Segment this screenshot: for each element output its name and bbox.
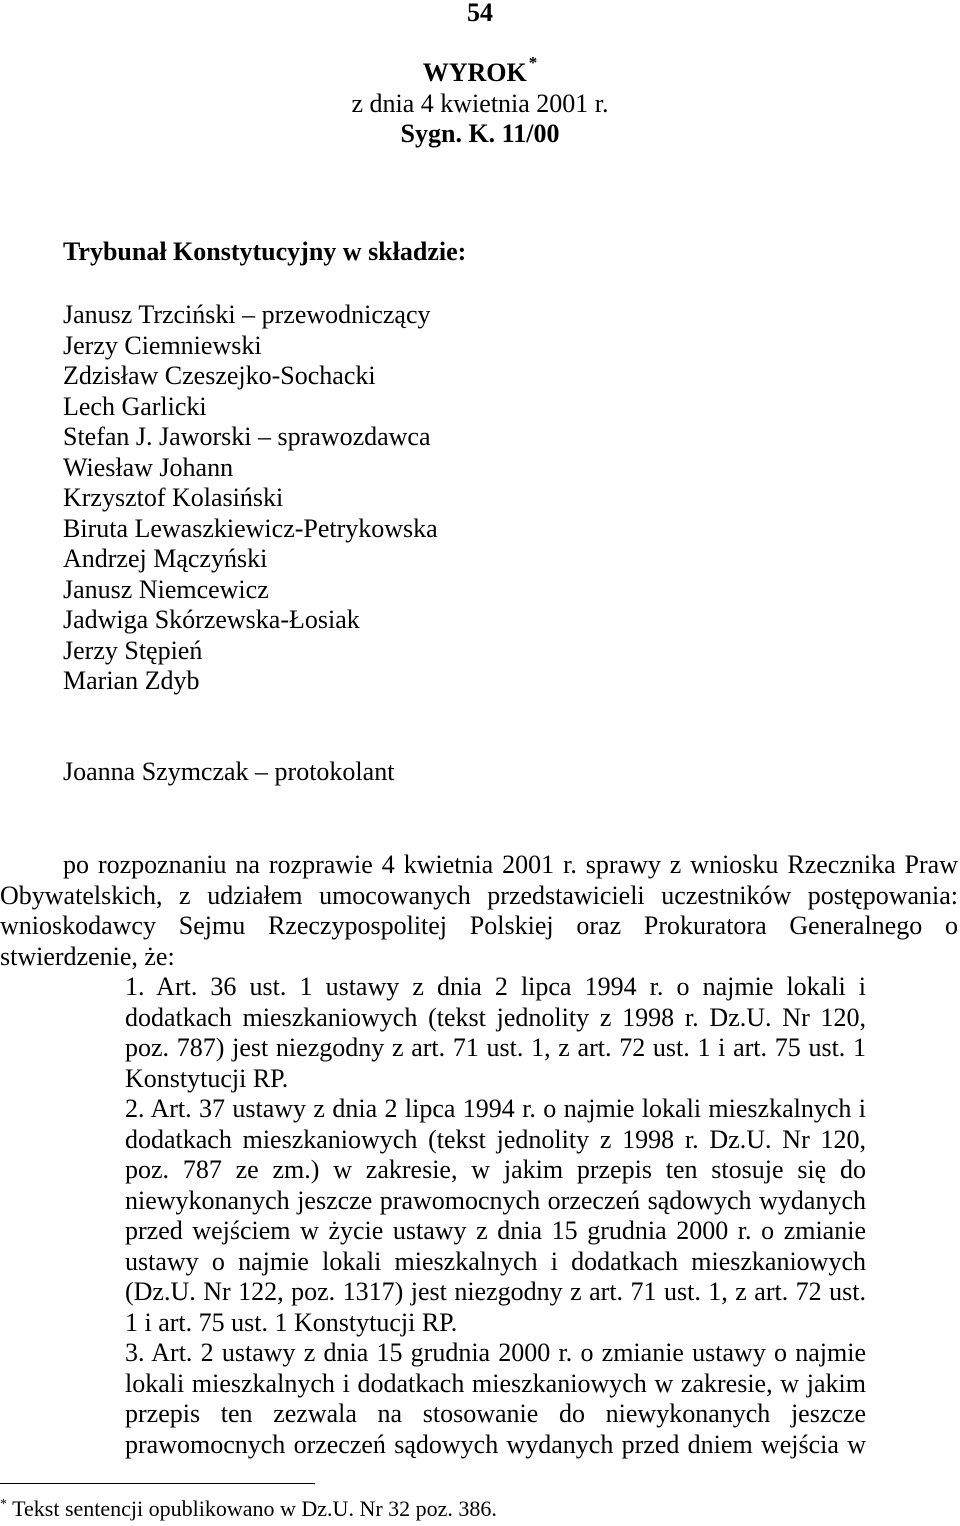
case-signature: Sygn. K. 11/00 [400,119,560,148]
ruling-intro-line: wnioskodawcy Sejmu Rzeczypospolitej Polskiej oraz Prokuratora Generalnego o [0,911,958,940]
judge-item: Janusz Niemcewicz [63,574,269,604]
ruling-intro-line: stwierdzenie, że: [0,941,175,971]
judgment-title [0,53,960,89]
ruling-point-line: dodatkach mieszkaniowych (tekst jednolity z 1998 r. Dz.U. Nr 120, [125,1124,866,1154]
judge-item: Marian Zdyb [63,666,200,695]
page-number: 54 [467,0,493,27]
ruling-point-1 [125,972,866,1094]
footnote-text: Tekst sentencji opublikowano w Dz.U. Nr 32 poz. 386. [12,1496,497,1521]
judge-item: Jerzy Stępień [63,635,203,665]
composition-heading: Trybunał Konstytucyjny w składzie: [63,237,467,266]
judge-item: Biruta Lewaszkiewicz-Petrykowska [63,513,438,543]
ruling-point-line: prawomocnych orzeczeń sądowych wydanych przed dniem wejścia w [125,1429,866,1459]
judges-list [63,300,438,697]
judgment-title-text: WYROK [422,58,527,87]
judge-item: Lech Garlicki [63,391,207,421]
judge-item: Jerzy Ciemniewski [63,330,262,360]
judge-item: Wiesław Johann [63,452,234,482]
footnote [0,1497,497,1521]
judge-item: Stefan J. Jaworski – sprawozdawca [63,422,431,451]
judge-item: Krzysztof Kolasiński [63,483,284,512]
ruling-point-line: Konstytucji RP. [125,1063,289,1093]
judge-item: Andrzej Mączyński [63,544,268,573]
ruling-point-line: niewykonanych jeszcze prawomocnych orzeczeń sądowych wydanych [125,1185,866,1215]
judgment-header [0,53,960,150]
ruling-point-line: 2. Art. 37 ustawy z dnia 2 lipca 1994 r. o najmie lokali mieszkalnych i [125,1094,866,1123]
ruling-point-line: przepis ten zezwala na stosowanie do niewykonanych jeszcze [125,1399,866,1428]
ruling-point-line: (Dz.U. Nr 122, poz. 1317) jest niezgodny z art. 71 ust. 1, z art. 72 ust. [125,1277,866,1306]
footnote-marker: * [0,1497,7,1512]
ruling-point-3 [125,1338,866,1460]
judgment-date: z dnia 4 kwietnia 2001 r. [351,88,609,118]
ruling-point-line: ustawy o najmie lokali mieszkalnych i dodatkach mieszkaniowych [125,1246,866,1276]
ruling-text [0,850,958,1460]
ruling-point-line: poz. 787) jest niezgodny z art. 71 ust. 1, z art. 72 ust. 1 i art. 75 ust. 1 [125,1033,866,1062]
ruling-point-line: 1. Art. 36 ust. 1 ustawy z dnia 2 lipca 1994 r. o najmie lokali i [125,972,866,1001]
court-clerk: Joanna Szymczak – protokolant [63,757,395,786]
footnote-separator [0,1483,315,1484]
ruling-point-line: 3. Art. 2 ustawy z dnia 15 grudnia 2000 r. o zmianie ustawy o najmie [125,1338,866,1367]
ruling-point-line: przed wejściem w życie ustawy z dnia 15 grudnia 2000 r. o zmianie [125,1216,866,1245]
ruling-point-line: 1 i art. 75 ust. 1 Konstytucji RP. [125,1307,458,1337]
title-footnote-marker: * [528,53,538,72]
judge-item: Janusz Trzciński – przewodniczący [63,300,431,329]
ruling-point-line: lokali mieszkalnych i dodatkach mieszkaniowych w zakresie, w jakim [125,1368,866,1398]
judge-item: Jadwiga Skórzewska-Łosiak [63,605,360,634]
ruling-point-line: dodatkach mieszkaniowych (tekst jednolity z 1998 r. Dz.U. Nr 120, [125,1002,866,1032]
ruling-point-2 [125,1094,866,1338]
ruling-point-line: poz. 787 ze zm.) w zakresie, w jakim przepis ten stosuje się do [125,1155,866,1184]
ruling-intro-line: Obywatelskich, z udziałem umocowanych przedstawicieli uczestników postępowania: [0,880,958,910]
ruling-intro-line: po rozpoznaniu na rozprawie 4 kwietnia 2001 r. sprawy z wniosku Rzecznika Praw [63,850,958,879]
judge-item: Zdzisław Czeszejko-Sochacki [63,361,376,390]
